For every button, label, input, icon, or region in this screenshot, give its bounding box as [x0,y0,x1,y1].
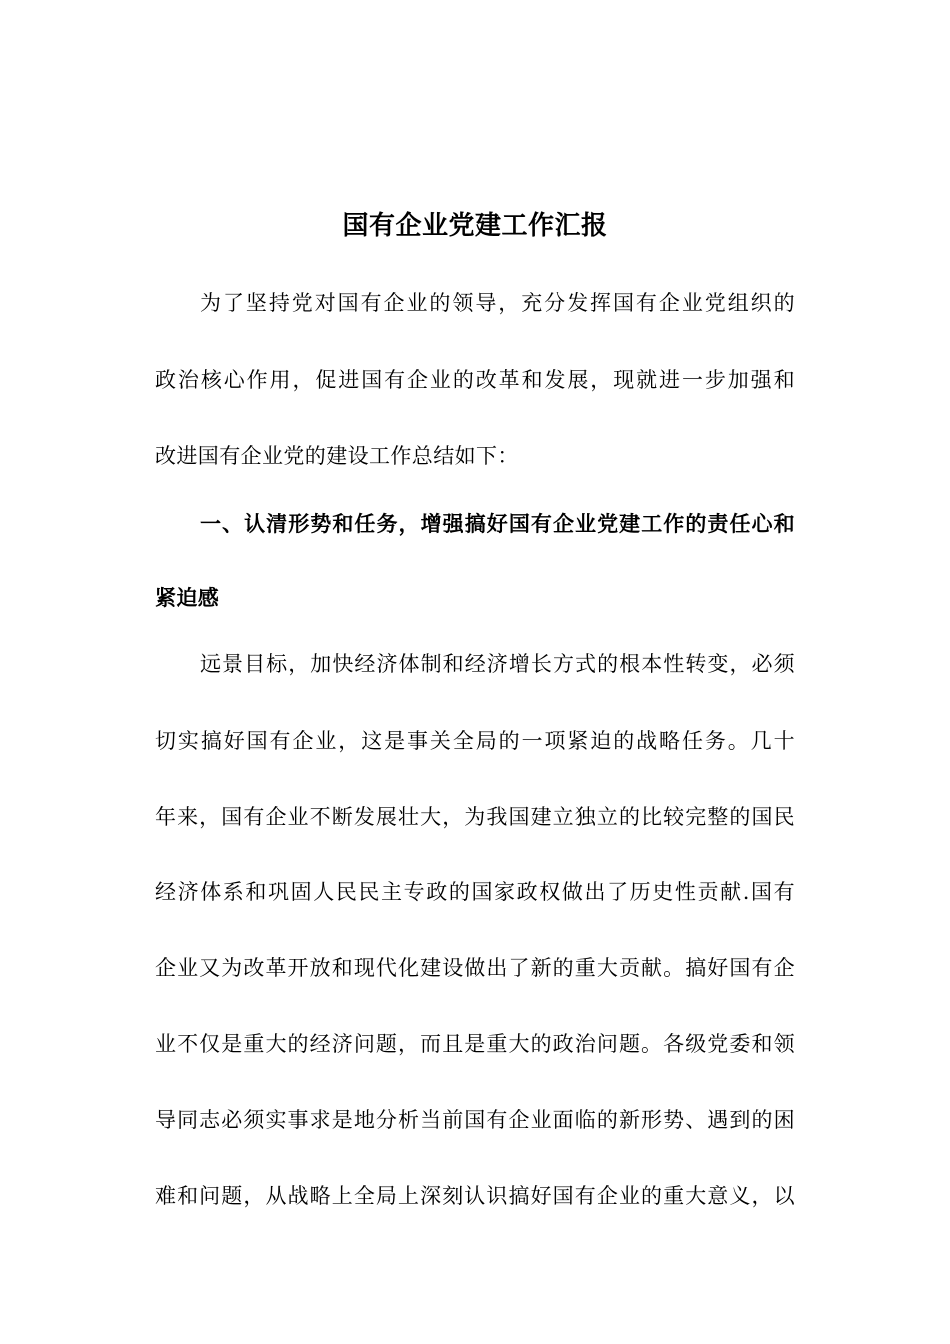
body-line-3: 年来，国有企业不断发展壮大，为我国建立独立的比较完整的国民 [155,805,795,829]
body-line-6: 业不仅是重大的经济问题，而且是重大的政治问题。各级党委和领 [155,1032,795,1056]
section-heading-line-1: 一、认清形势和任务，增强搞好国有企业党建工作的责任心和 [200,512,795,536]
body-line-2: 切实搞好国有企业，这是事关全局的一项紧迫的战略任务。几十 [155,729,795,753]
intro-line-1: 为了坚持党对国有企业的领导，充分发挥国有企业党组织的 [200,291,795,315]
body-line-7: 导同志必须实事求是地分析当前国有企业面临的新形势、遇到的困 [155,1108,795,1132]
body-line-5: 企业又为改革开放和现代化建设做出了新的重大贡献。搞好国有企 [155,956,795,980]
body-line-8: 难和问题，从战略上全局上深刻认识搞好国有企业的重大意义，以 [155,1184,795,1208]
document-title: 国有企业党建工作汇报 [342,211,608,241]
body-line-4: 经济体系和巩固人民民主专政的国家政权做出了历史性贡献.国有 [155,880,795,904]
intro-line-3: 改进国有企业党的建设工作总结如下： [155,444,519,468]
section-heading-line-2: 紧迫感 [155,586,220,610]
body-line-1: 远景目标，加快经济体制和经济增长方式的根本性转变，必须 [200,652,795,676]
intro-line-2: 政治核心作用，促进国有企业的改革和发展，现就进一步加强和 [155,368,795,392]
